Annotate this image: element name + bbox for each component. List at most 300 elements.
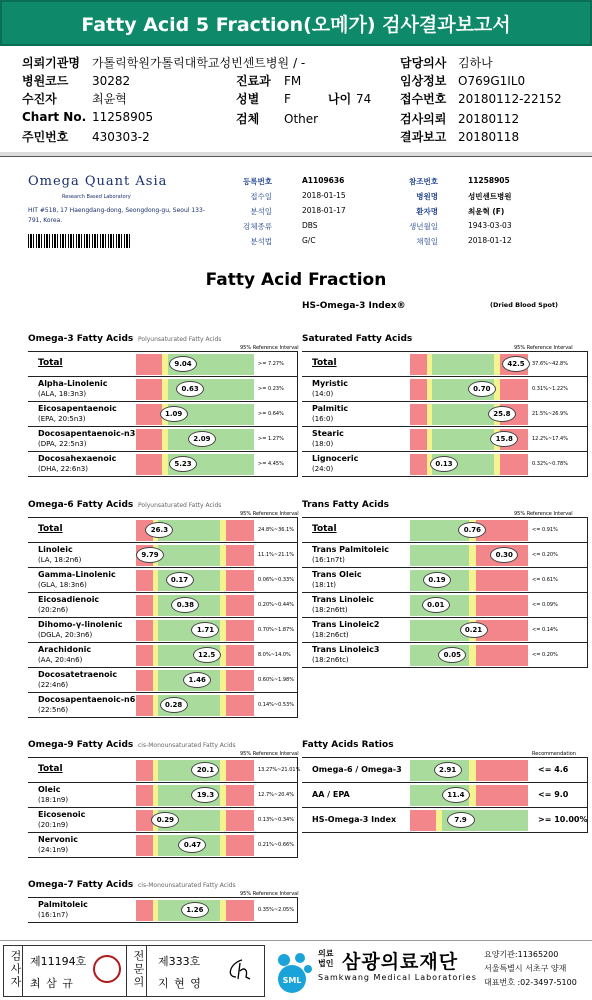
analyte-name: Palmitoleic — [38, 900, 88, 909]
sample-type: (Dried Blood Spot) — [490, 301, 559, 309]
bar-segment — [226, 620, 254, 641]
analyte-label — [38, 545, 81, 565]
result-value-marker: 26.3 — [145, 522, 173, 538]
result-row — [302, 617, 588, 643]
analyte-label — [312, 815, 396, 825]
hospital-code-field — [22, 72, 130, 89]
bar-segment — [136, 670, 153, 691]
analyte-label — [38, 695, 135, 715]
result-row — [28, 667, 298, 693]
analyte-code: (18:2n6ct) — [312, 631, 349, 639]
total-label: Total — [312, 524, 337, 534]
analyte-label — [38, 810, 85, 830]
request-date-field — [400, 110, 519, 127]
analyte-label — [38, 429, 135, 449]
meta-value: 최윤혁 (F) — [468, 207, 505, 216]
result-row — [302, 542, 588, 568]
patient-name-label: 수진자 — [22, 92, 57, 106]
bar-segment — [469, 545, 476, 566]
bar-segment — [226, 670, 254, 691]
bar-segment — [136, 570, 153, 591]
clinical-info-label: 임상정보 — [400, 74, 447, 88]
panel-title: Omega-7 Fatty Acids — [28, 880, 134, 890]
meta-label: 등록번호 — [243, 177, 272, 186]
analyte-code: (20:2n6) — [38, 606, 69, 614]
reference-range: >= 0.23% — [258, 386, 284, 392]
bar-segment — [476, 570, 528, 591]
reference-range: 8.0%~14.0% — [258, 652, 291, 658]
analyte-label — [38, 454, 116, 474]
analyte-name: Docosapentaenoic-n6 — [38, 695, 136, 704]
sml-logo-icon — [272, 951, 314, 995]
org-phone: 대표번호 :02-3497-5100 — [484, 978, 577, 987]
analyte-name: Docosapentaenoic-n3 — [38, 429, 136, 438]
bar-segment — [136, 404, 162, 425]
specimen-label: 검체 — [236, 112, 260, 126]
reference-range: 13.27%~21.01% — [258, 767, 301, 773]
meta-value: 11258905 — [468, 176, 510, 185]
department-label: 진료과 — [236, 74, 271, 88]
result-value-marker: 0.19 — [423, 572, 451, 588]
analyte-label — [312, 404, 348, 424]
total-label: Total — [312, 358, 337, 368]
reference-range: 12.2%~17.4% — [532, 436, 568, 442]
department-field — [236, 72, 301, 89]
reference-range: <= 0.09% — [532, 602, 558, 608]
resident-number-label: 주민번호 — [22, 130, 69, 144]
analyte-code: (18:1n9) — [38, 796, 69, 804]
analyte-name: Stearic — [312, 429, 344, 438]
result-value-marker: 0.29 — [151, 812, 179, 828]
reference-bar — [410, 454, 528, 475]
analyte-name: Eicosenoic — [38, 810, 86, 819]
result-row — [302, 642, 588, 668]
divider — [22, 945, 23, 997]
analyte-name: Myristic — [312, 379, 348, 388]
result-row — [28, 782, 298, 808]
org-code: 요양기관:11365200 — [484, 950, 559, 959]
meta-value: A1109636 — [302, 176, 345, 185]
bar-segment — [226, 695, 254, 716]
result-row — [302, 451, 588, 477]
panel-title: Omega-3 Fatty Acids — [28, 334, 134, 344]
chart-number-label: Chart No. — [22, 110, 87, 124]
report-date-value: 20180118 — [458, 130, 520, 144]
analyte-name: Trans Palmitoleic — [312, 545, 390, 554]
result-row — [28, 542, 298, 568]
meta-value: DBS — [302, 221, 318, 230]
bar-segment — [469, 645, 476, 666]
chart-number-value: 11258905 — [92, 110, 154, 124]
sex-field — [236, 90, 291, 107]
analyte-label — [312, 429, 344, 449]
result-row — [302, 567, 588, 593]
analyte-code: (16:1n7) — [38, 911, 69, 919]
specialist-signature — [224, 957, 254, 981]
reference-range: 11.1%~21.1% — [258, 552, 294, 558]
patient-header — [0, 48, 592, 152]
lab-tagline: Research Based Laboratory — [62, 194, 131, 200]
total-label: Total — [38, 764, 63, 774]
result-value-marker: 15.8 — [490, 431, 518, 447]
reference-range: 0.20%~0.44% — [258, 602, 294, 608]
age-field — [328, 90, 371, 107]
hospital-code-value: 30282 — [92, 74, 131, 88]
bar-segment — [476, 785, 528, 806]
reference-label: 95% Reference Interval — [240, 345, 299, 351]
analyte-label — [312, 765, 402, 775]
result-value-marker: 0.21 — [460, 622, 488, 638]
bar-segment — [226, 810, 254, 831]
hospital-code-label: 병원코드 — [22, 74, 69, 88]
analyte-name: Nervonic — [38, 835, 78, 844]
bar-segment — [136, 835, 153, 856]
total-label: Total — [38, 524, 63, 534]
result-row — [28, 897, 298, 923]
analyte-code: (18:2n6tt) — [312, 606, 348, 614]
analyte-code: (DGLA, 20:3n6) — [38, 631, 93, 639]
meta-label: 검체종류 — [243, 222, 272, 231]
specimen-field — [236, 110, 318, 127]
reference-range: <= 0.91% — [532, 527, 558, 533]
attending-doctor-field — [400, 54, 493, 71]
result-row — [28, 567, 298, 593]
bar-segment — [469, 570, 476, 591]
bar-segment — [410, 354, 427, 375]
inspector-name: 최 삼 규 — [30, 977, 74, 990]
reference-bar — [410, 645, 528, 666]
reference-range: 0.31%~1.22% — [532, 386, 568, 392]
analyte-name: Omega-6 / Omega-3 — [312, 765, 402, 774]
reference-range: <= 0.20% — [532, 652, 558, 658]
result-value-marker: 19.3 — [191, 787, 219, 803]
analyte-code: (24:0) — [312, 465, 334, 473]
analyte-label — [38, 900, 88, 920]
reference-range: <= 4.6 — [538, 765, 569, 774]
result-value-marker: 0.76 — [458, 522, 486, 538]
reference-range: <= 0.20% — [532, 552, 558, 558]
bar-segment — [136, 760, 153, 781]
bar-segment — [226, 545, 254, 566]
analyte-name: Docosahexaenoic — [38, 454, 117, 463]
inspector-license: 제11194호 — [30, 955, 87, 968]
bar-segment — [226, 645, 254, 666]
bar-segment — [410, 545, 469, 566]
result-value-marker: 2.09 — [188, 431, 216, 447]
reference-range: 0.14%~0.53% — [258, 702, 294, 708]
analyte-code: (AA, 20:4n6) — [38, 656, 83, 664]
panel-subtitle: Polyunsaturated Fatty Acids — [138, 502, 222, 509]
analyte-code: (18:0) — [312, 440, 334, 448]
analyte-name: Eicosadienoic — [38, 595, 100, 604]
request-date-value: 20180112 — [458, 112, 520, 126]
analyte-label — [38, 379, 107, 399]
analyte-label — [312, 379, 348, 399]
panel-subtitle: cis-Monounsaturated Fatty Acids — [138, 742, 236, 749]
analyte-code: (EPA, 20:5n3) — [38, 415, 86, 423]
analyte-label — [312, 790, 350, 800]
analyte-name: Gamma-Linolenic — [38, 570, 116, 579]
bar-segment — [500, 454, 528, 475]
total-label: Total — [38, 358, 63, 368]
bar-segment — [410, 404, 427, 425]
result-row — [302, 517, 588, 543]
result-row — [28, 642, 298, 668]
bar-segment — [226, 595, 254, 616]
report-date-field — [400, 128, 519, 145]
analyte-name: Trans Linoleic2 — [312, 620, 380, 629]
result-value-marker: 1.46 — [183, 672, 211, 688]
meta-label: 병원명 — [416, 192, 438, 201]
analyte-name: Docosatetraenoic — [38, 670, 118, 679]
header-divider-line — [0, 156, 592, 157]
reference-bar — [136, 570, 254, 591]
bar-segment — [410, 379, 427, 400]
result-value-marker: 0.05 — [438, 647, 466, 663]
reference-bar — [410, 760, 528, 781]
bar-segment — [136, 900, 153, 921]
analyte-label — [38, 785, 68, 805]
bar-segment — [136, 354, 162, 375]
chart-number-field — [22, 110, 153, 124]
bar-segment — [226, 900, 254, 921]
analyte-label — [312, 645, 379, 665]
analyte-name: Trans Oleic — [312, 570, 362, 579]
meta-value: 성빈센트병원 — [468, 192, 512, 201]
result-row — [28, 807, 298, 833]
analyte-code: (18:2n6tc) — [312, 656, 349, 664]
analyte-label — [38, 595, 99, 615]
result-row — [28, 401, 298, 427]
bar-segment — [226, 785, 254, 806]
report-date-label: 결과보고 — [400, 130, 447, 144]
reference-bar — [136, 404, 254, 425]
result-row — [28, 451, 298, 477]
hospital-name-label: 의뢰기관명 — [22, 56, 80, 70]
result-value-marker: 20.1 — [191, 762, 219, 778]
bar-segment — [136, 429, 162, 450]
bar-segment — [136, 379, 162, 400]
clinical-info-value: O769G1IL0 — [458, 74, 526, 88]
bar-segment — [226, 760, 254, 781]
analyte-name: Palmitic — [312, 404, 349, 413]
panel-subtitle: cis-Monounsaturated Fatty Acids — [138, 882, 236, 889]
reference-range: 0.35%~2.05% — [258, 907, 294, 913]
sml-logo-text: SML — [282, 976, 302, 985]
signature-footer — [0, 940, 592, 1000]
meta-label: 참조번호 — [409, 177, 438, 186]
analyte-label — [38, 835, 78, 855]
meta-label: 채혈일 — [416, 237, 438, 246]
analyte-code: (16:0) — [312, 415, 334, 423]
reference-range: 0.21%~0.66% — [258, 842, 294, 848]
result-row — [28, 517, 298, 543]
bar-segment — [469, 595, 476, 616]
request-date-label: 검사의뢰 — [400, 112, 447, 126]
reference-range: 0.13%~0.34% — [258, 817, 294, 823]
result-value-marker: 9.79 — [136, 547, 164, 563]
analyte-label — [38, 670, 117, 690]
patient-name-value: 최윤혁 — [92, 92, 127, 106]
reference-range: 12.7%~20.4% — [258, 792, 294, 798]
analyte-label — [312, 545, 389, 565]
analyte-code: (22:4n6) — [38, 681, 69, 689]
result-row — [28, 832, 298, 858]
bar-segment — [136, 695, 153, 716]
result-row — [28, 617, 298, 643]
analyte-code: (22:5n6) — [38, 706, 69, 714]
meta-value: 2018-01-15 — [302, 191, 346, 200]
reference-range: 0.60%~1.98% — [258, 677, 294, 683]
report-heading: Fatty Acid Fraction — [205, 270, 387, 290]
analyte-name: Lignoceric — [312, 454, 359, 463]
reference-range: 24.8%~36.1% — [258, 527, 294, 533]
result-row — [302, 401, 588, 427]
meta-label: 생년월일 — [409, 222, 438, 231]
analyte-name: HS-Omega-3 Index — [312, 815, 397, 824]
result-value-marker: 0.38 — [171, 597, 199, 613]
result-value-marker: 42.5 — [502, 356, 530, 372]
bar-segment — [136, 645, 153, 666]
panel-subtitle: Polyunsaturated Fatty Acids — [138, 336, 222, 343]
analyte-code: (LA, 18:2n6) — [38, 556, 82, 564]
bar-segment — [136, 785, 153, 806]
specialist-license: 제333호 — [158, 955, 201, 968]
attending-doctor-label: 담당의사 — [400, 56, 447, 70]
result-value-marker: 9.04 — [169, 356, 197, 372]
result-row — [302, 351, 588, 377]
analyte-label — [38, 404, 117, 424]
analyte-code: (ALA, 18:3n3) — [38, 390, 87, 398]
analyte-name: Linoleic — [38, 545, 73, 554]
result-value-marker: 0.70 — [468, 381, 496, 397]
bar-segment — [469, 760, 476, 781]
bar-segment — [476, 645, 528, 666]
age-value: 74 — [356, 92, 372, 106]
bar-segment — [432, 354, 493, 375]
lab-address: HIT #518, 17 Haengdang-dong, Seongdong-gu, Seoul 133-791, Korea. — [28, 207, 205, 224]
bar-segment — [410, 454, 427, 475]
result-row — [302, 757, 588, 783]
receipt-number-field — [400, 90, 562, 107]
result-value-marker: 5.23 — [169, 456, 197, 472]
bar-segment — [476, 595, 528, 616]
reference-label: 95% Reference Interval — [240, 891, 299, 897]
receipt-number-value: 20180112-22152 — [458, 92, 562, 106]
department-separator: / - — [293, 56, 306, 70]
result-value-marker: 11.4 — [442, 787, 470, 803]
analyte-name: Alpha-Linolenic — [38, 379, 108, 388]
reference-label: Recommendation — [532, 751, 576, 757]
bar-segment — [226, 835, 254, 856]
receipt-number-label: 접수번호 — [400, 92, 447, 106]
clinical-info-field — [400, 72, 525, 89]
result-value-marker: 7.9 — [447, 812, 475, 828]
meta-label: 분석일 — [250, 207, 272, 216]
result-row — [302, 376, 588, 402]
analyte-name: Eicosapentaenoic — [38, 404, 117, 413]
lab-report-sheet — [0, 160, 592, 940]
result-row — [28, 757, 301, 783]
analyte-code: (14:0) — [312, 390, 334, 398]
result-row — [28, 351, 298, 377]
bar-segment — [136, 595, 153, 616]
org-address: 서울특별시 서초구 양재 — [484, 964, 567, 973]
panel-title: Saturated Fatty Acids — [302, 334, 413, 344]
analyte-code: (16:1n7t) — [312, 556, 345, 564]
bar-segment — [226, 520, 254, 541]
report-title-banner — [0, 0, 592, 46]
meta-value: 2018-01-17 — [302, 206, 346, 215]
org-name-en: Samkwang Medical Laboratories — [318, 973, 477, 982]
bar-segment — [136, 810, 153, 831]
reference-range: <= 9.0 — [538, 790, 569, 799]
department-value: FM — [284, 74, 302, 88]
reference-label: 95% Reference Interval — [240, 751, 299, 757]
divider — [126, 945, 127, 997]
reference-label: 95% Reference Interval — [514, 511, 573, 517]
inspector-label: 검사자 — [9, 950, 22, 989]
meta-value: 1943-03-03 — [468, 221, 512, 230]
analyte-name: Trans Linoleic3 — [312, 645, 380, 654]
analyte-code: (24:1n9) — [38, 846, 69, 854]
reference-range: >= 10.00% — [538, 815, 588, 824]
analyte-label — [312, 595, 374, 615]
result-value-marker: 0.17 — [166, 572, 194, 588]
meta-label: 접수일 — [250, 192, 272, 201]
reference-range: 21.5%~26.9% — [532, 411, 568, 417]
reference-range: >= 0.64% — [258, 411, 284, 417]
bar-segment — [410, 429, 427, 450]
analyte-label — [38, 570, 116, 590]
reference-range: 0.70%~1.87% — [258, 627, 294, 633]
analyte-code: (18:1t) — [312, 581, 336, 589]
age-label: 나이 — [328, 92, 352, 106]
meta-label: 환자명 — [416, 207, 438, 216]
result-value-marker: 12.5 — [193, 647, 221, 663]
analyte-label — [312, 454, 358, 474]
reference-label: 95% Reference Interval — [240, 511, 299, 517]
bar-segment — [432, 404, 493, 425]
analyte-code: (DHA, 22:6n3) — [38, 465, 88, 473]
analyte-label — [312, 620, 379, 640]
reference-range: >= 1.27% — [258, 436, 284, 442]
patient-name-field — [22, 90, 127, 107]
lab-logo: Omega Quant Asia — [28, 174, 168, 189]
reference-range: 37.6%~42.8% — [532, 361, 568, 367]
divider — [146, 945, 147, 997]
result-value-marker: 0.01 — [422, 597, 450, 613]
result-row — [302, 426, 588, 452]
analyte-label — [312, 570, 362, 590]
bar-segment — [136, 620, 153, 641]
panel-title: Omega-6 Fatty Acids — [28, 500, 134, 510]
analyte-code: (DPA, 22:5n3) — [38, 440, 87, 448]
bar-segment — [469, 785, 476, 806]
result-row — [28, 426, 298, 452]
panel-title: Omega-9 Fatty Acids — [28, 740, 134, 750]
result-value-marker: 0.28 — [160, 697, 188, 713]
analyte-name: Oleic — [38, 785, 61, 794]
org-type: 의료법인 — [318, 949, 334, 968]
inspector-seal — [93, 955, 121, 983]
report-title: Fatty Acid 5 Fraction(오메가) 검사결과보고서 — [81, 13, 511, 36]
bar-segment — [136, 454, 162, 475]
specialist-name: 지 현 영 — [158, 977, 202, 990]
bar-segment — [500, 379, 528, 400]
bar-segment — [158, 545, 219, 566]
hospital-name-field — [22, 54, 305, 71]
